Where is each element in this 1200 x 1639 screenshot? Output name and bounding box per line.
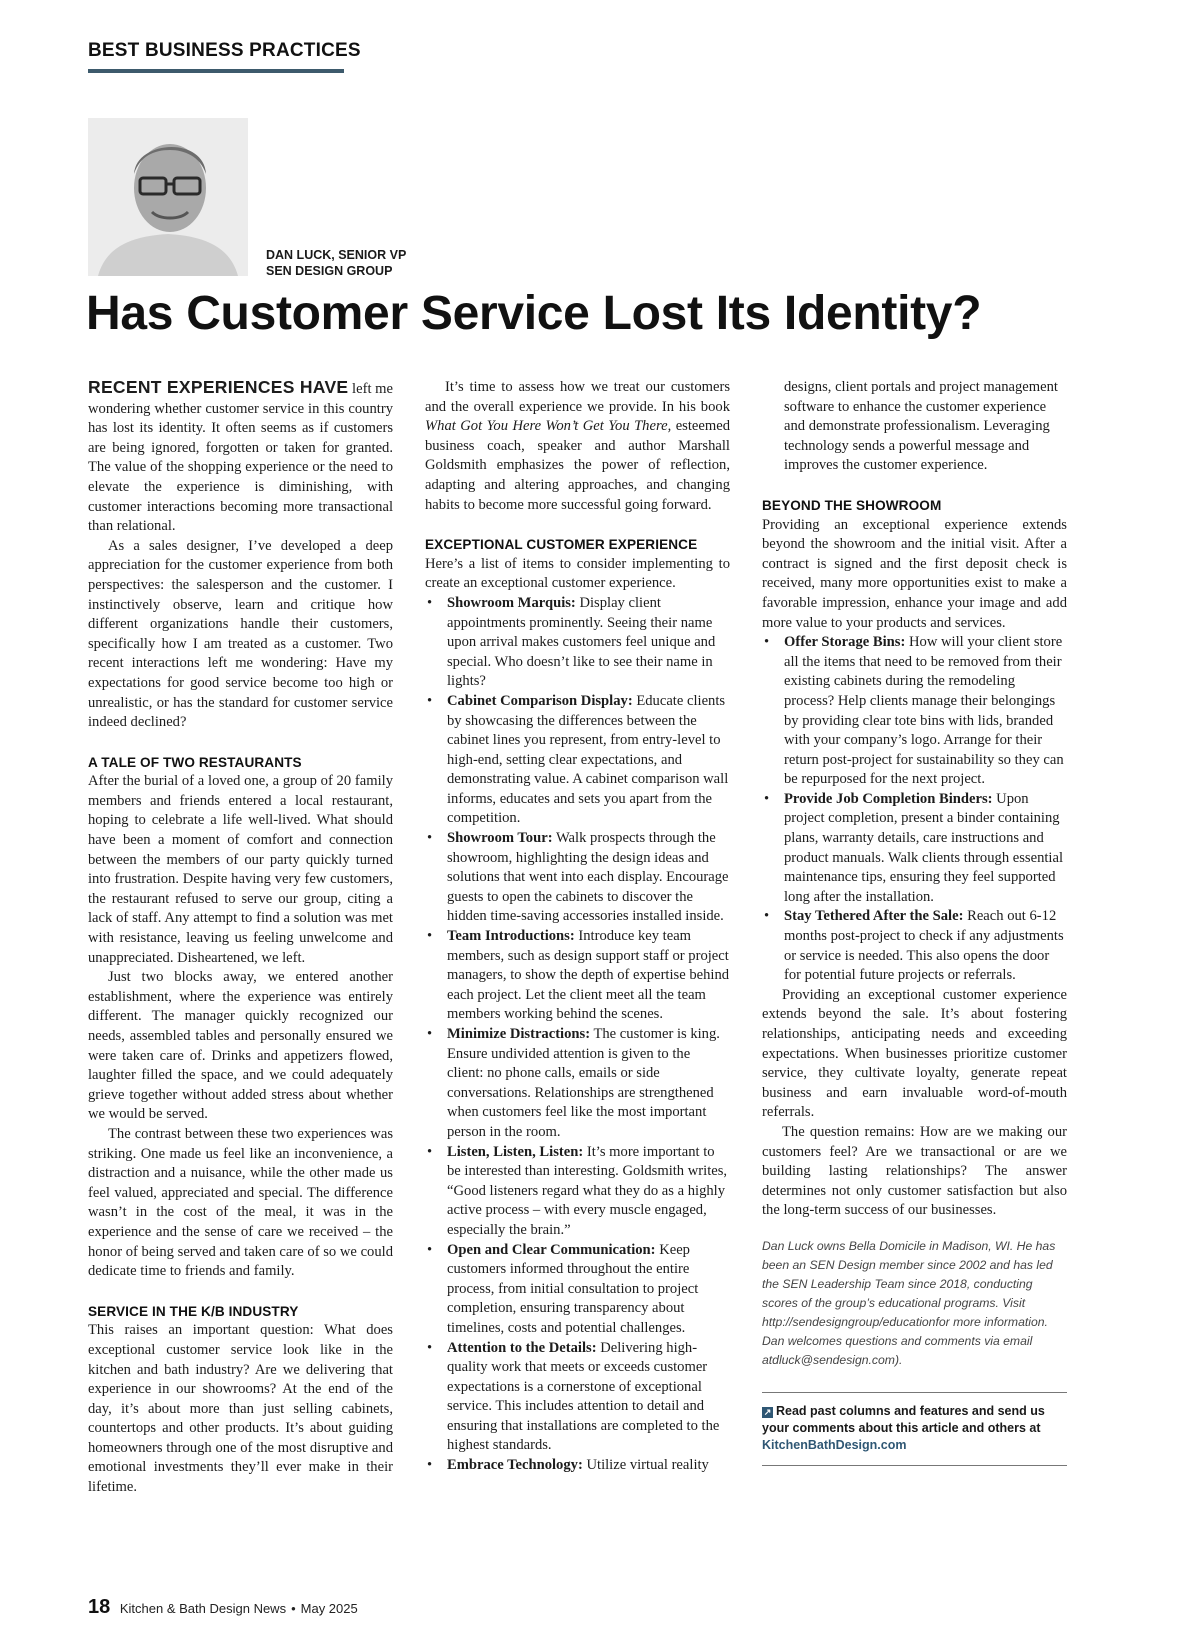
author-portrait-image — [88, 118, 248, 276]
list-item: • Provide Job Completion Binders: Upon project completion, present a binder containing plans, warranty details, care instructions and product manuals. Walk clients through essential maintenance tips, ensuring they feel supported long after the installation. — [764, 790, 1064, 905]
bullet-icon: • — [427, 1241, 433, 1258]
list-item: • Showroom Marquis: Display client appointments prominently. Seeing their name upon arrival makes customers feel unique and special. Who doesn’t like to see their name in lights? — [427, 594, 716, 690]
issue-date: May 2025 — [300, 1601, 358, 1616]
list-item: • Stay Tethered After the Sale: Reach out 6-12 months post-project to check if any adjustments or service is needed. This also opens the door for potential future projects or referrals. — [764, 908, 1064, 984]
book-title: What Got You Here Won’t Get You There, — [425, 418, 672, 435]
article-headline: Has Customer Service Lost Its Identity? — [86, 287, 982, 340]
bullet-icon: • — [427, 594, 433, 611]
bullet-icon: • — [764, 908, 770, 925]
list-item: • Embrace Technology: Utilize virtual reality — [425, 1456, 730, 1476]
page-number: 18 — [88, 1596, 111, 1618]
list-item: • Cabinet Comparison Display: Educate clients by showcasing the differences between the cabinet lines you represent, from entry-level to high-end, setting clear expectations, and demonstrating value. A cabinet comparison wall informs, educates and sets you apart from the competition. — [427, 692, 729, 827]
author-name-title: DAN LUCK, SENIOR VP — [266, 248, 407, 262]
bullet-icon: • — [427, 1143, 433, 1160]
paragraph: The question remains: How are we making our customers feel? Are we transactional or are we building lasting relationships? The answer determines not only customer satisfaction but also the long-term success of our businesses. — [762, 1123, 1067, 1219]
author-byline — [266, 247, 406, 279]
list-item: • Showroom Tour: Walk prospects through the showroom, highlighting the design ideas and solutions that went into each display. Encourage guests to open the cabinets to discover the hidden time-saving accessories installed inside. — [427, 830, 729, 925]
lead-paragraph: RECENT EXPERIENCES HAVE left me wondering whether customer service in this country has lost its identity. It often seems as if customers are being ignored, forgotten or taken for granted. The value of the shopping experience or the need to elevate the experience is diminishing, with customer interactions becoming more transactional than relational. — [88, 377, 393, 535]
paragraph: This raises an important question: What does exceptional customer service look like in the kitchen and bath industry? Are we delivering that experience in our showrooms? At the end of the day, it’s about more than just selling cabinets, countertops and other products. It’s about guiding homeowners through one of the most disruptive and emotional investments they’ll ever make in their lifetime. — [88, 1322, 393, 1496]
bullet-icon: • — [427, 1026, 433, 1042]
subhead-service-kb-industry: SERVICE IN THE K/B INDUSTRY — [88, 1303, 299, 1319]
bullet-list — [425, 594, 730, 1476]
bullet-icon: • — [427, 928, 433, 945]
paragraph: After the burial of a loved one, a group of 20 family members and friends entered a local restaurant, hoping to celebrate a life well-lived. What should have been a moment of comfort and connection between the members of our party quickly turned into frustration. Despite having very few customers, the restaurant refused to serve our group, citing a lack of staff. Any attempt to find a solution was met with resistance, leaving us feeling unwelcome and unappreciated. Disheartened, we left. — [88, 773, 393, 966]
column-2 — [425, 378, 730, 1476]
section-rule — [88, 69, 344, 73]
bullet-list — [762, 633, 1067, 986]
lead-in: RECENT EXPERIENCES HAVE — [88, 377, 349, 397]
list-item: • Minimize Distractions: The customer is king. Ensure undivided attention is given to the client: no phone calls, emails or side conversations. Relationships are strengthened when customers feel like the most important person in the room. — [427, 1026, 720, 1140]
arrow-icon: ↗ — [763, 1406, 772, 1417]
author-company: SEN DESIGN GROUP — [266, 264, 393, 278]
author-photo — [88, 118, 248, 276]
subhead-tale-of-two-restaurants: A TALE OF TWO RESTAURANTS — [88, 754, 302, 770]
list-item: • Listen, Listen, Listen: It’s more important to be interested than interesting. Goldsmith writes, “Good listeners regard what they do as a highly active process – with every muscle engaged, especially the brain.” — [427, 1143, 728, 1238]
list-item: • Offer Storage Bins: How will your client store all the items that need to be removed from their existing cabinets during the remodeling process? Help clients manage their belongings by providing clear tote bins with lids, branded with your company’s logo. Arrange for their return post-project for sustainability so they can be repurposed for the next project. — [764, 634, 1064, 788]
paragraph: The contrast between these two experiences was striking. One made us feel like an inconvenience, a distraction and a nuisance, while the other made us feel valued, appreciated and special. The difference wasn’t in the cost of the meal, it was in the experience and the sense of care we received – the honor of being served and taken care of so we could dedicate time to friends and family. — [88, 1125, 393, 1280]
list-item: • Team Introductions: Introduce key team members, such as design support staff or project managers, to show the depth of expertise behind each project. Let the client meet all the team members working behind the scenes. — [427, 928, 730, 1023]
promo-text: Read past columns and features and send us your comments about this article and others at — [762, 1403, 1045, 1435]
list-item: • Open and Clear Communication: Keep customers informed throughout the entire process, from initial consultation to project completion, ensuring transparency about timelines, costs and potential challenges. — [427, 1241, 699, 1336]
paragraph: As a sales designer, I’ve developed a deep appreciation for the customer experience from both perspectives: the salesperson and the customer. I instinctively observe, learn and critique how different organizations handle their customers, specifically how I am treated as a customer. Two recent interactions left me wondering: Have my expectations for good service become too high or unrealistic, or has the standard for customer service indeed declined? — [88, 537, 393, 731]
bullet-icon: • — [427, 830, 433, 847]
paragraph: Just two blocks away, we entered another establishment, where the experience was entirely different. The manager quickly recognized our needs, assembled tables and personally ensured we were taken care of. Drinks and appetizers flowed, laughter filled the space, and we could adequately grieve together without added stress about whether we would be served. — [88, 969, 393, 1123]
section-label: BEST BUSINESS PRACTICES — [88, 40, 361, 61]
list-item-continued: designs, client portals and project management software to enhance the customer experience and demonstrate professionalism. Leveraging technology sends a powerful message and improves the customer experience. — [784, 379, 1058, 474]
subhead-beyond-the-showroom: BEYOND THE SHOWROOM — [762, 497, 942, 513]
paragraph: It’s time to assess how we treat our customers and the overall experience we provide. In his book What Got You Here Won’t Get You There, esteemed business coach, speaker and author Marshall Goldsmith emphasizes the power of reflection, adapting and altering approaches, and changing habits to become more successful going forward. — [425, 379, 730, 513]
subhead-exceptional-customer-experience: EXCEPTIONAL CUSTOMER EXPERIENCE — [425, 537, 698, 553]
paragraph: Providing an exceptional customer experience extends beyond the sale. It’s about fostering relationships, anticipating needs and exceeding expectations. When businesses prioritize customer service, they cultivate loyalty, generate repeat business and earn invaluable word-of-mouth referrals. — [762, 986, 1067, 1121]
paragraph: Here’s a list of items to consider implementing to create an exceptional customer experience. — [425, 555, 730, 592]
footer-separator: • — [291, 1601, 296, 1616]
website-link[interactable]: KitchenBathDesign.com — [762, 1437, 907, 1452]
bullet-icon: • — [427, 1457, 433, 1474]
bullet-continuation — [762, 378, 1067, 476]
column-3 — [762, 378, 1067, 1466]
paragraph: Providing an exceptional experience extends beyond the showroom and the initial visit. After a contract is signed and the first deposit check is received, many more opportunities exist to make a favorable impression, enhance your image and add more value to your products and services. — [762, 516, 1067, 631]
list-item: • Attention to the Details: Delivering high-quality work that meets or exceeds customer expectations is a cornerstone of exceptional service. This includes attention to detail and ensuring that installations are completed to the highest standards. — [427, 1339, 720, 1454]
column-1 — [88, 378, 393, 1498]
bullet-icon: • — [427, 1339, 433, 1356]
bullet-icon: • — [427, 692, 433, 709]
promo-box — [762, 1392, 1067, 1466]
publication-name: Kitchen & Bath Design News — [119, 1601, 287, 1616]
bullet-icon: • — [764, 634, 770, 651]
page-footer — [88, 1596, 358, 1619]
author-bio: Dan Luck owns Bella Domicile in Madison, WI. He has been an SEN Design member since 2002 and has led the SEN Leadership Team since 2018, conducting scores of the group’s educational programs. Visit http://sendesigngroup/educationfor more information. Dan welcomes questions and comments via email atdluck@sendesign.com). — [762, 1238, 1056, 1367]
bullet-icon: • — [764, 790, 770, 807]
